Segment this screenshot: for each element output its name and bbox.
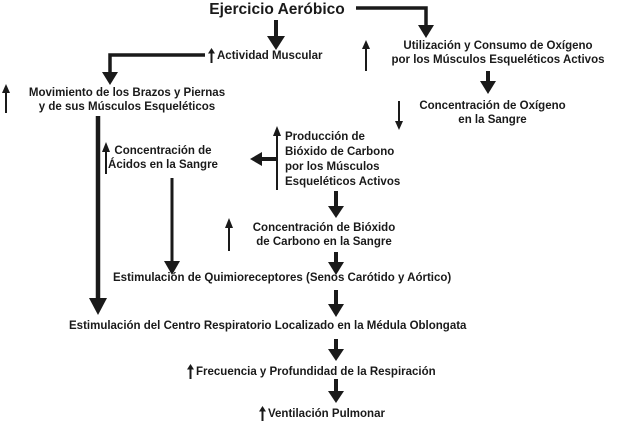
- node-produccion-bioxido: [285, 130, 430, 190]
- node-line: de Carbono en la Sangre: [256, 236, 392, 248]
- node-line: Concentración de Oxígeno: [419, 100, 566, 112]
- increase-arrow-icon: [362, 40, 370, 71]
- node-ventilacion-pulmonar: [258, 406, 385, 421]
- arrow-frecuencia-to-ventilacion: [328, 379, 344, 403]
- decrease-arrow-icon: [395, 101, 403, 130]
- diagram-title: Ejercicio Aeróbico: [209, 1, 345, 18]
- arrow-produccion-to-acidos: [250, 152, 277, 166]
- node-line: Concentración de: [114, 145, 212, 157]
- arrow-actividad-to-movimiento: [102, 55, 205, 85]
- increase-arrow-icon: [2, 84, 10, 113]
- arrow-centro-to-frecuencia: [328, 339, 344, 361]
- node-estimulacion-centro-respiratorio: [69, 319, 466, 333]
- increase-arrow-icon: [186, 364, 195, 379]
- node-actividad-muscular: [207, 48, 322, 63]
- node-line: y de sus Músculos Esqueléticos: [38, 101, 216, 113]
- node-line: Concentración de Bióxido: [252, 222, 396, 234]
- node-acidos-sangre: [100, 144, 226, 172]
- node-line: Utilización y Consumo de Oxígeno: [403, 40, 593, 52]
- node-line: Movimiento de los Brazos y Piernas: [28, 87, 226, 99]
- node-label: Estimulación del Centro Respiratorio Localizado en la Médula Oblongata: [69, 320, 467, 332]
- arrow-utilizacion-to-conc-o2: [480, 71, 496, 94]
- node-line: en la Sangre: [458, 114, 527, 126]
- node-label: Estimulación de Quimioreceptores (Senos Carótido y Aórtico): [113, 272, 452, 284]
- increase-arrow-icon: [225, 218, 233, 251]
- node-line: Bióxido de Carbono: [285, 146, 395, 158]
- node-utilizacion-oxigeno: [372, 39, 624, 67]
- node-line: Ácidos en la Sangre: [108, 159, 218, 171]
- node-frecuencia-respiracion: [186, 364, 436, 379]
- increase-arrow-icon: [258, 406, 267, 421]
- node-line: por los Músculos Esqueléticos Activos: [391, 54, 605, 66]
- arrow-title-to-utilizacion: [356, 8, 434, 38]
- node-line: por los Músculos: [285, 161, 380, 173]
- node-label: Ventilación Pulmonar: [268, 407, 385, 420]
- arrow-title-to-actividad: [267, 20, 285, 50]
- node-line: Esqueléticos Activos: [285, 176, 401, 188]
- arrow-produccion-to-conc-co2: [328, 191, 344, 218]
- arrow-quimio-to-centro: [328, 290, 344, 317]
- node-concentracion-bioxido: [236, 221, 412, 249]
- node-estimulacion-quimioreceptores: [113, 271, 451, 285]
- node-label: Actividad Muscular: [217, 49, 323, 62]
- node-concentracion-oxigeno: [405, 99, 580, 127]
- node-label: Frecuencia y Profundidad de la Respiración: [196, 365, 436, 378]
- node-line: Producción de: [285, 131, 365, 143]
- node-movimiento-brazos-piernas: [10, 86, 244, 114]
- increase-arrow-icon: [207, 48, 216, 63]
- arrow-acidos-to-quimio: [164, 178, 180, 275]
